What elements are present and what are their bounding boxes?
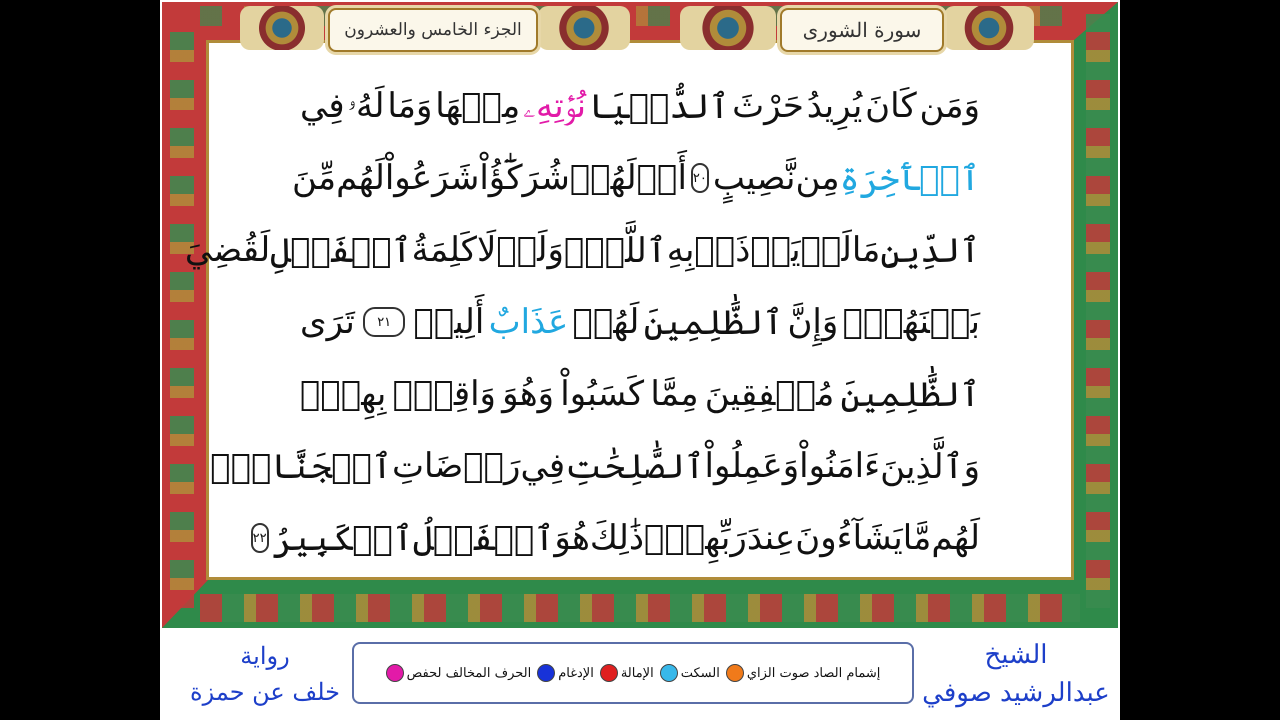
verse-word: مِنۡهَا: [435, 86, 521, 126]
verse-word: يَأۡذَنۢ: [694, 230, 801, 270]
verse-line: [300, 286, 980, 358]
verse-word: فِي: [300, 86, 345, 126]
verse-word: يَشَآءُونَ: [795, 518, 903, 558]
verse-word: وَعَمِلُواْ: [704, 446, 800, 486]
legend-item: [726, 664, 881, 682]
verse-word: وَلَوۡلَا: [476, 230, 564, 270]
verse-word: ٱلدِّينِ: [880, 230, 980, 271]
header-ornament: [538, 6, 630, 50]
verse-word: نَّصِيبٍ: [712, 158, 796, 198]
verse-word: لَمۡ: [800, 230, 852, 270]
legend-label: السكت: [680, 665, 720, 681]
verse-word: ٱللَّهُۚ: [563, 230, 667, 271]
frame-ornament-right: [1086, 14, 1110, 608]
verse-word: تَرَى: [300, 302, 355, 342]
verse-word: مِن: [795, 158, 840, 198]
legend-color-dot: [600, 664, 618, 682]
verse-word: لَهُمۡ: [572, 302, 640, 342]
legend-label: إشمام الصاد صوت الزاي: [746, 665, 881, 681]
verse-word: رَبِّهِمۡۚ: [644, 518, 747, 558]
verse-word: وَهُوَ: [502, 374, 555, 414]
legend-color-dot: [726, 664, 744, 682]
verse-word: ٱلۡجَنَّاتِۖ: [210, 446, 393, 487]
verse-word: كَسَبُواْ: [560, 374, 645, 414]
legend-color-dot: [660, 664, 678, 682]
verse-word: مِمَّا: [650, 374, 699, 414]
verse-word: كَلِمَةُ: [411, 230, 477, 270]
legend-label: الحرف المخالف لحفص: [406, 665, 532, 681]
color-legend: [352, 642, 914, 704]
verse-word: مُشۡفِقِينَ: [704, 374, 835, 414]
verse-word: أَلِيمٞ: [413, 302, 485, 342]
verse-word: لَهُۥ: [347, 86, 385, 126]
verse-word: فِي: [520, 446, 566, 486]
legend-color-dot: [386, 664, 404, 682]
verses-block: [184, 70, 980, 580]
verse-word: مَّا: [902, 518, 932, 558]
verse-word: وَمَن: [919, 86, 980, 126]
narration-title: رواية: [240, 642, 290, 670]
ayah-number-marker: ٢٠: [691, 163, 709, 193]
verse-word: بِهِ: [666, 230, 695, 270]
verse-word: ٱلۡفَصۡلِ: [270, 230, 412, 271]
verse-word: وَإِنَّ: [787, 302, 839, 342]
ayah-number-marker: ٢١: [363, 307, 405, 337]
verse-line: [184, 214, 980, 286]
surah-title: سورة الشورى: [780, 8, 944, 52]
legend-item: [537, 664, 594, 682]
verse-word: عِندَ: [746, 518, 796, 558]
header-ornament: [240, 6, 324, 50]
verse-word: بِهِمۡۗ: [300, 374, 387, 414]
legend-item: [386, 664, 532, 682]
verse-word: ٱلۡفَضۡلُ: [413, 518, 555, 559]
verse-word: ٱلظَّٰلِمِينَ: [643, 302, 784, 343]
legend-item: [600, 664, 654, 682]
header-ornament: [944, 6, 1034, 50]
mushaf-page: [160, 0, 1120, 720]
reciter-title: الشيخ: [984, 640, 1048, 670]
verse-word: مِّنَ: [292, 158, 337, 198]
verse-word: ٱلظَّٰلِمِينَ: [840, 374, 980, 415]
verse-word: هُوَ: [554, 518, 590, 558]
verse-word-highlighted: نُؤۡتِهِۦ: [523, 86, 587, 126]
frame-ornament-bottom: [200, 594, 1080, 622]
legend-label: الإمالة: [620, 665, 654, 681]
verse-word-highlighted: عَذَابٌ: [488, 302, 569, 342]
verse-word: لَهُمۡ: [569, 158, 637, 198]
verse-word-highlighted: ٱلۡأٓخِرَةِ: [839, 158, 980, 199]
verse-word: لَهُم: [931, 518, 980, 558]
reciter-label: [916, 636, 1116, 712]
verse-word: ءَامَنُواْ: [799, 446, 881, 486]
verse-word: وَٱلَّذِينَ: [880, 446, 980, 487]
legend-color-dot: [537, 664, 555, 682]
verse-line: [210, 430, 980, 502]
verse-word-highlighted: ٱلدُّنۡيَا: [588, 86, 730, 127]
juz-title: الجزء الخامس والعشرون: [328, 8, 538, 52]
verse-word: مَا: [851, 230, 881, 270]
verse-word: ٱلۡكَبِيرُ: [272, 518, 413, 559]
verse-word: ذَٰلِكَ: [589, 518, 645, 558]
reciter-name: عبدالرشيد صوفي: [922, 678, 1110, 708]
verse-line: [292, 142, 980, 214]
verse-word: حَرْثَ: [732, 86, 804, 126]
verse-word: كَانَ: [865, 86, 917, 126]
legend-label: الإدغام: [558, 665, 594, 681]
narration-name: خلف عن حمزة: [190, 678, 340, 706]
verse-word: وَاقِعُۢ: [392, 374, 496, 414]
legend-item: [660, 664, 720, 682]
verse-word: رَوۡضَاتِ: [392, 446, 521, 486]
header-ornament: [680, 6, 776, 50]
verse-word: شُرَكَٰٓؤُاْ: [479, 158, 570, 198]
verse-line: [300, 358, 980, 430]
verse-word: بَيۡنَهُمۡۗ: [842, 302, 980, 342]
footer-bar: [160, 630, 1120, 720]
verse-word: شَرَعُواْ: [384, 158, 480, 198]
verse-word: أَمۡ: [636, 158, 687, 198]
ayah-number-marker: ٢٢: [251, 523, 269, 553]
verse-word: لَهُم: [336, 158, 385, 198]
verse-word: وَمَا: [387, 86, 433, 126]
verse-word: ٱلصَّٰلِحَٰتِ: [565, 446, 705, 487]
narration-label: [190, 638, 340, 710]
verse-word: لَقُضِيَ: [184, 230, 271, 270]
frame-ornament-left: [170, 14, 194, 608]
verse-word: يُرِيدُ: [806, 86, 863, 126]
verse-line: [252, 502, 980, 574]
verse-line: [300, 70, 980, 142]
